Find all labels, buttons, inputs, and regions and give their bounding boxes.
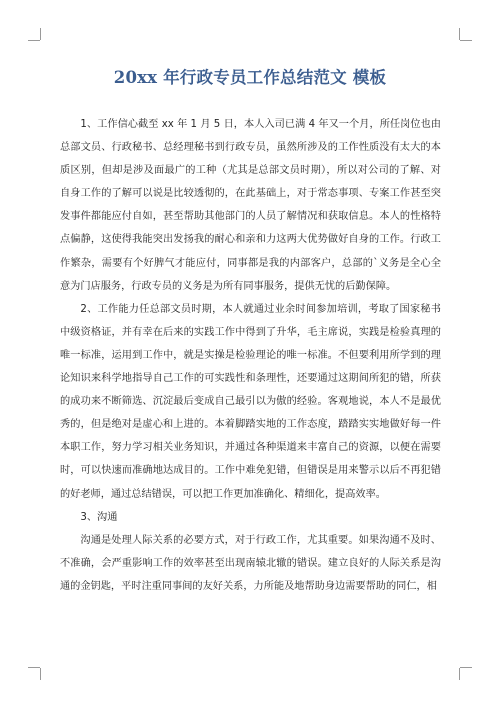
crop-mark-bottom-right-vertical <box>459 668 460 680</box>
crop-mark-bottom-left-vertical <box>40 668 41 680</box>
document-title: 20xx 年行政专员工作总结范文 模板 <box>113 68 387 87</box>
paragraph-work-ability: 2、工作能力任总部文员时期，本人就通过业余时间参加培训，考取了国家秘书中级资格证，并有幸在后来的实践工作中得到了升华，毛主席说，实践是检验真理的唯一标准，运用到工作中，就是实操是检验理论的唯一标准。不但要利用所学到的理论知识来科学地指导自己工作的可实践性和条理性，还要通过这期间所犯的错，所获的成功来不断筛选、沉淀最后变成自己最引以为傲的经验。客观地说，本人不是最优秀的，但是绝对是虚心和上进的。本着脚踏实地的工作态度，踏踏实实地做好每一件本职工作，努力学习相关业务知识，并通过各种渠道来丰富自己的资源，以便在需要时，可以快速而准确地达成目的。工作中难免犯错，但错误是用来警示以后不再犯错的好老师，通过总结错误，可以把工作更加准确化、精细化，提高效率。 <box>60 303 441 500</box>
crop-mark-top-right-vertical <box>459 28 460 40</box>
section-heading-communication: 3、沟通 <box>80 511 118 523</box>
crop-mark-bottom-left-horizontal <box>28 667 40 668</box>
crop-mark-top-right-horizontal <box>460 40 472 41</box>
crop-mark-bottom-right-horizontal <box>460 667 472 668</box>
paragraph-work-confidence: 1、工作信心截至 xx 年 1 月 5 日，本人入司已满 4 年又一个月，所任岗位也由总部文员、行政秘书、总经理秘书到行政专员，虽然所涉及的工作性质没有太大的本质区别，但却是涉及面最广的工种（尤其是总部文员时期），所以对公司的了解、对自身工作的了解可以说是比较透彻的，在此基础上，对于常态事项、专案工作甚至突发事件都能应付自如，甚至帮助其他部门的人员了解情况和获取信息。本人的性格特点偏静，这使得我能突出发扬我的耐心和亲和力这两大优势做好自身的工作。行政工作繁杂，需要有个好脾气才能应付，同事都是我的内部客户，总部的`义务是全心全意为门店服务，行政专员的义务是为所有同事服务，提供无忧的后勤保障。 <box>60 119 441 292</box>
document-body <box>60 113 441 598</box>
paragraph-communication: 沟通是处理人际关系的必要方式，对于行政工作，尤其重要。如果沟通不及时、不准确，会严重影响工作的效率甚至出现南辕北辙的错误。建立良好的人际关系是沟通的金钥匙，平时注重同事间的友好关系，力所能及地帮助身边需要帮助的同仁，相 <box>60 534 441 592</box>
crop-mark-top-left-vertical <box>40 28 41 40</box>
crop-mark-top-left-horizontal <box>28 40 40 41</box>
